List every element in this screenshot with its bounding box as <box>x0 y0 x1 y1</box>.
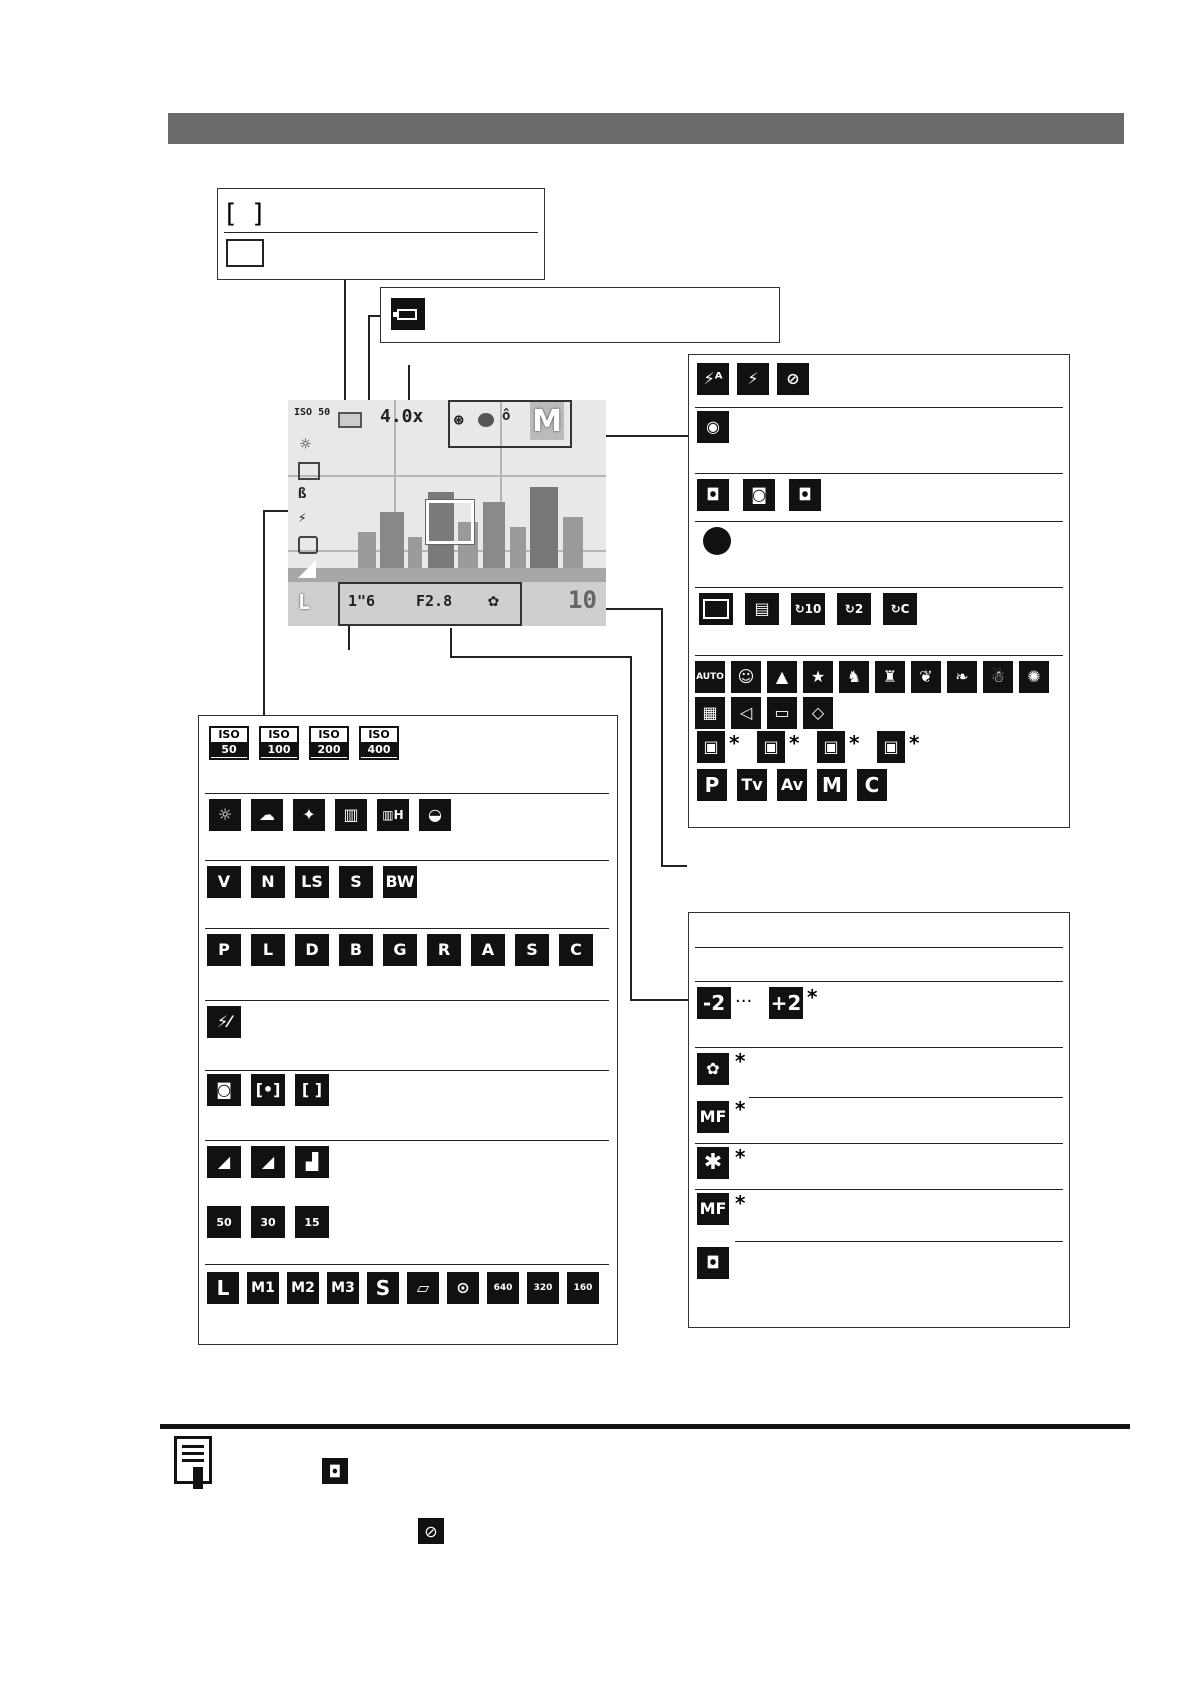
mycolor-neutral-icon: N <box>251 866 285 898</box>
fluorescent-icon: ▥ <box>335 799 367 831</box>
program-mode-icon: P <box>697 769 727 801</box>
lcd-screen <box>288 400 606 626</box>
mycolor-sepia-icon: S <box>339 866 373 898</box>
mycolor-g-icon: G <box>383 934 417 966</box>
mycolor-s-icon: S <box>515 934 549 966</box>
footnote-star: * <box>735 1097 746 1121</box>
flash-auto-icon: ⚡ᴬ <box>697 363 729 395</box>
connector-line <box>605 435 689 437</box>
frame-rate-30-icon: 30 <box>251 1206 285 1238</box>
timer-2-icon: ↻2 <box>837 593 871 625</box>
night-scene-icon: ★ <box>803 661 833 693</box>
custom-wb-icon: ◒ <box>419 799 451 831</box>
footnote-star: * <box>735 1049 746 1073</box>
postcard-icon: ▱ <box>407 1272 439 1304</box>
image-stabilizer-icon: ◘ <box>697 1247 729 1279</box>
lcd-drive-icon <box>298 462 320 480</box>
resolution-s-icon: S <box>367 1272 399 1304</box>
flash-off-icon: ⊘ <box>418 1518 444 1544</box>
macro-icon: ✿ <box>697 1053 729 1085</box>
movie-320-icon: 320 <box>527 1272 559 1304</box>
mycolor-bw-icon: BW <box>383 866 417 898</box>
record-dot-icon <box>703 527 731 555</box>
resolution-m2-icon: M2 <box>287 1272 319 1304</box>
lcd-wb-icon: ☼ <box>300 434 311 455</box>
movie-fast-icon: ▣ <box>757 731 785 763</box>
section-divider <box>160 1424 1130 1429</box>
af-frame <box>426 500 474 544</box>
iso-100-icon: ISO 100 <box>259 726 299 760</box>
lcd-battery-icon <box>338 412 362 428</box>
af-frame-legend-box <box>217 188 545 280</box>
flash-exposure-comp-icon: ⚡⁄ <box>207 1006 241 1038</box>
connector-line <box>630 656 632 1001</box>
auto-mode-icon: AUTO <box>695 661 725 693</box>
foliage-icon: ❦ <box>911 661 941 693</box>
lcd-shots-remaining: 10 <box>568 586 597 614</box>
evaluative-metering-icon: ◙ <box>207 1074 241 1106</box>
lcd-zoom: 4.0x <box>380 406 424 427</box>
red-eye-icon: ◉ <box>697 411 729 443</box>
tungsten-icon: ✦ <box>293 799 325 831</box>
af-frame-icon <box>226 239 264 267</box>
color-accent-icon: ▭ <box>767 697 797 729</box>
connector-line <box>630 999 688 1001</box>
footnote-star: * <box>735 1145 746 1169</box>
af-bracket-icon: [ ] <box>226 199 263 229</box>
av-mode-icon: Av <box>777 769 807 801</box>
exposure-plus-2-icon: +2 <box>769 987 803 1019</box>
memo-icon <box>174 1436 212 1484</box>
underwater-icon: ◁ <box>731 697 761 729</box>
daylight-icon: ☼ <box>209 799 241 831</box>
continuous-icon: ▤ <box>745 593 779 625</box>
connector-line <box>605 608 663 610</box>
widescreen-icon: ⊙ <box>447 1272 479 1304</box>
lcd-mycolor-icon: ß <box>298 486 307 502</box>
image-settings-legend <box>198 715 618 1345</box>
resolution-l-icon: L <box>207 1272 239 1304</box>
connector-line <box>661 608 663 866</box>
footnote-star: * <box>807 985 818 1009</box>
fine-icon: ◢ <box>251 1146 285 1178</box>
movie-compact-icon: ▣ <box>817 731 845 763</box>
normal-icon: ▟ <box>295 1146 329 1178</box>
connector-line <box>450 656 632 658</box>
exposure-focus-legend <box>688 912 1070 1328</box>
color-swap-icon: ◇ <box>803 697 833 729</box>
mycolor-vivid-icon: V <box>207 866 241 898</box>
footnote-star: * <box>909 731 920 755</box>
fireworks-icon: ✺ <box>1019 661 1049 693</box>
custom-timer-icon: ↻C <box>883 593 917 625</box>
manual-focus-icon: MF <box>697 1101 729 1133</box>
mycolor-lowsharp-icon: LS <box>295 866 329 898</box>
lcd-mode-badge <box>530 402 564 440</box>
footnote-star: * <box>789 731 800 755</box>
cloudy-icon: ☁ <box>251 799 283 831</box>
resolution-m3-icon: M3 <box>327 1272 359 1304</box>
mycolor-c-icon: C <box>559 934 593 966</box>
lcd-aperture: F2.8 <box>416 592 453 610</box>
lcd-shutter: 1"6 <box>348 592 376 610</box>
iso-400-icon: ISO 400 <box>359 726 399 760</box>
snow-icon: ❧ <box>947 661 977 693</box>
iso-50-icon: ISO 50 <box>209 726 249 760</box>
manual-focus-icon: MF <box>697 1193 729 1225</box>
frame-rate-50-icon: 50 <box>207 1206 241 1238</box>
timer-10-icon: ↻10 <box>791 593 825 625</box>
lcd-metering-icon <box>298 536 318 554</box>
portrait-icon: ☺ <box>731 661 761 693</box>
lcd-meter-icon: ô <box>502 408 511 424</box>
center-metering-icon: [•] <box>251 1074 285 1106</box>
lcd-flash-icon: ⊛ <box>454 410 464 429</box>
movie-standard-icon: ▣ <box>697 731 725 763</box>
iso-200-icon: ISO 200 <box>309 726 349 760</box>
footnote-star: * <box>729 731 740 755</box>
connector-line <box>661 865 687 867</box>
spot-metering-icon: [ ] <box>295 1074 329 1106</box>
landscape-icon: ▲ <box>767 661 797 693</box>
resolution-m1-icon: M1 <box>247 1272 279 1304</box>
aquarium-icon: ▦ <box>695 697 725 729</box>
mycolor-d-icon: D <box>295 934 329 966</box>
superfine-icon: ◢ <box>207 1146 241 1178</box>
lcd-flash-comp-icon: ⚡ <box>298 510 307 526</box>
footnote-star: * <box>849 731 860 755</box>
spot-icon: ◘ <box>789 479 821 511</box>
evaluative-icon: ◘ <box>697 479 729 511</box>
flash-on-icon: ⚡ <box>737 363 769 395</box>
connector-line <box>263 510 289 512</box>
frame-rate-15-icon: 15 <box>295 1206 329 1238</box>
manual-mode-icon: M <box>817 769 847 801</box>
beach-icon: ☃ <box>983 661 1013 693</box>
lcd-macro-icon: ✿ <box>488 590 499 611</box>
battery-legend-box <box>380 287 780 343</box>
movie-160-icon: 160 <box>567 1272 599 1304</box>
kids-pets-icon: ♞ <box>839 661 869 693</box>
mycolor-b-icon: B <box>339 934 373 966</box>
indoor-icon: ♜ <box>875 661 905 693</box>
shooting-settings-legend <box>688 354 1070 828</box>
custom-mode-icon: C <box>857 769 887 801</box>
single-icon <box>699 593 733 625</box>
mycolor-r-icon: R <box>427 934 461 966</box>
battery-icon <box>391 298 425 330</box>
infinity-icon: ✱ <box>697 1147 729 1179</box>
center-weighted-icon: ◙ <box>743 479 775 511</box>
exposure-minus-2-icon: -2 <box>697 987 731 1019</box>
mycolor-a-icon: A <box>471 934 505 966</box>
mycolor-p-icon: P <box>207 934 241 966</box>
mycolor-l-icon: L <box>251 934 285 966</box>
movie-accent-icon: ▣ <box>877 731 905 763</box>
tv-mode-icon: Tv <box>737 769 767 801</box>
lcd-redeye-icon <box>478 413 494 427</box>
lcd-compression-icon <box>298 560 316 578</box>
fluorescent-h-icon: ▥H <box>377 799 409 831</box>
section-header-bar <box>168 113 1124 144</box>
lcd-iso-indicator: ISO 50 <box>294 407 331 418</box>
connector-line <box>263 510 265 715</box>
lcd-mode: M <box>532 403 562 439</box>
lcd-size: L <box>298 590 311 614</box>
range-dots: ··· <box>735 991 753 1012</box>
movie-640-icon: 640 <box>487 1272 519 1304</box>
flash-off-icon: ⊘ <box>777 363 809 395</box>
connector-line <box>450 628 452 658</box>
image-stabilizer-icon: ◘ <box>322 1458 348 1484</box>
footnote-star: * <box>735 1191 746 1215</box>
